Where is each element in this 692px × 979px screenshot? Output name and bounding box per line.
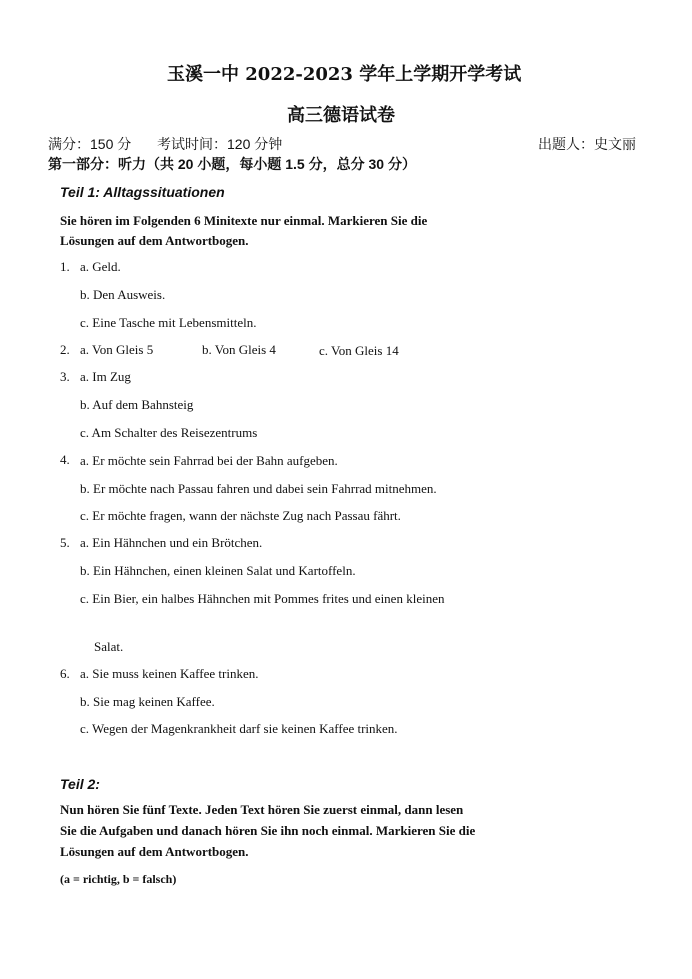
question-2-option-a: a. Von Gleis 5 [80,342,154,357]
question-2-option-c: c. Von Gleis 14 [319,343,399,358]
exam-author: 出题人：史文丽 [538,136,636,152]
teil1-heading: Teil 1: Alltagssituationen [60,184,225,200]
answer-legend: (a = richtig, b = falsch) [60,872,177,886]
question-2-number: 2. [60,342,70,357]
teil1-instruction-line2: Lösungen auf dem Antwortbogen. [60,233,249,248]
question-5-option-b: b. Ein Hähnchen, einen kleinen Salat und Kartoffeln. [80,563,356,578]
question-6-option-a: a. Sie muss keinen Kaffee trinken. [80,666,259,681]
question-4-option-a: a. Er möchte sein Fahrrad bei der Bahn aufgeben. [80,453,338,468]
question-5-option-c-continued: Salat. [94,639,124,654]
question-3-option-c: c. Am Schalter des Reisezentrums [80,425,258,440]
question-5-number: 5. [60,535,70,550]
exam-title: 玉溪一中 2022-2023 学年上学期开学考试 [167,64,522,85]
question-6-number: 6. [60,666,70,681]
question-4-option-c: c. Er möchte fragen, wann der nächste Zug nach Passau fährt. [80,508,401,523]
question-4-number: 4. [60,452,70,467]
section-heading: 第一部分：听力（共 20 小题，每小题 1.5 分，总分 30 分） [48,156,416,172]
teil2-instruction-line3: Lösungen auf dem Antwortbogen. [60,844,249,859]
question-3-option-b: b. Auf dem Bahnsteig [80,397,194,412]
question-1-option-c: c. Eine Tasche mit Lebensmitteln. [80,315,257,330]
question-6-option-c: c. Wegen der Magenkrankheit darf sie keinen Kaffee trinken. [80,721,398,736]
question-1-number: 1. [60,259,70,274]
exam-subtitle: 高三德语试卷 [287,105,395,126]
question-1-option-b: b. Den Ausweis. [80,287,166,302]
question-3-option-a: a. Im Zug [80,369,131,384]
teil2-heading: Teil 2: [60,776,100,792]
question-5-option-c: c. Ein Bier, ein halbes Hähnchen mit Pommes frites und einen kleinen [80,591,445,606]
teil2-instruction-line1: Nun hören Sie fünf Texte. Jeden Text hören Sie zuerst einmal, dann lesen [60,802,464,817]
exam-time: 考试时间：120 分钟 [157,136,283,152]
teil2-instruction-line2: Sie die Aufgaben und danach hören Sie ihn noch einmal. Markieren Sie die [60,823,476,838]
full-score: 满分：150 分 [48,136,132,152]
question-6-option-b: b. Sie mag keinen Kaffee. [80,694,215,709]
question-5-option-a: a. Ein Hähnchen und ein Brötchen. [80,535,263,550]
question-4-option-b: b. Er möchte nach Passau fahren und dabei sein Fahrrad mitnehmen. [80,481,437,496]
question-2-option-b: b. Von Gleis 4 [202,342,276,357]
question-1-option-a: a. Geld. [80,259,121,274]
teil1-instruction-line1: Sie hören im Folgenden 6 Minitexte nur einmal. Markieren Sie die [60,213,428,228]
question-3-number: 3. [60,369,70,384]
